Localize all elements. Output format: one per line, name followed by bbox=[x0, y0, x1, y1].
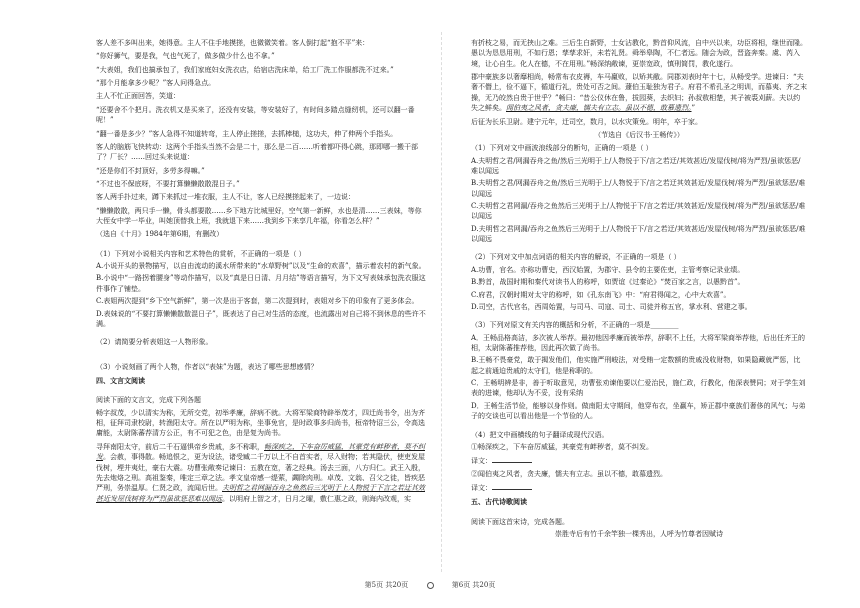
option-a[interactable]: A.功曹，官名。亦称功曹史，西汉始置，为郡守、县令的主要佐吏，主管考察记录业绩。 bbox=[471, 265, 745, 274]
question-2: （2）请简要分析表姐这一人物形象。 bbox=[96, 338, 213, 347]
classical-text: ” bbox=[691, 104, 696, 113]
question-stem: （4）把文中画横线的句子翻译成现代汉语。 bbox=[471, 430, 609, 439]
question-1 bbox=[96, 249, 426, 330]
answer-line[interactable] bbox=[471, 481, 807, 493]
poem-title: 崇胜寺后有竹千余竿独一棵秀出，人呼为竹尊者因赋诗 bbox=[555, 530, 723, 539]
underlined-sentence: 畅深疾之，下车奋厉威猛，其豪党有衅秽者，莫不纠发 bbox=[96, 442, 425, 462]
section-intro: 阅读下面这首宋诗，完成各题。 bbox=[471, 517, 569, 526]
story-paragraph: “还要舍不个把月。洗衣机又是买来了，还没有安装，等安装好了，有时间多踏点缝纫机，还可以翻一番呢！” bbox=[96, 105, 415, 125]
classical-paragraph-1 bbox=[96, 408, 426, 439]
classical-text: 寻拜南阳太守，前后二千石逼惧帝乡贵戚，多不称职， bbox=[96, 442, 264, 451]
section-heading-poetry: 五、古代诗歌阅读 bbox=[471, 497, 527, 507]
story-excerpt bbox=[96, 38, 426, 240]
question-stem: （1）下列对文中画波浪线部分的断句，正确的一项是（ ） bbox=[471, 144, 653, 153]
answer-blank[interactable] bbox=[492, 481, 532, 490]
section-heading-classical: 四、文言文阅读 bbox=[96, 375, 145, 385]
underlined-sentence: 闻伯夷之风者，贪夫廉，懦夫有立志。虽以不德，敢慕遗烈。 bbox=[506, 104, 692, 113]
fold-mark-icon bbox=[427, 582, 434, 589]
left-page-column bbox=[96, 38, 426, 507]
story-paragraph: “那个月能拿多少呢？”客人问得急点。 bbox=[96, 79, 216, 88]
classical-text: 。会赦，事得散。畅追恨之，更为设法，诸受臧二千万以上不自首实者，尽入财物；若其隐伏，使吏发屋伐树，堙井夷灶，豪右大震。功曹张敞奏记谏曰：五教在宽，著之经典。汤去三面，八方归仁。武王入殷，先去炮烙之刑。高祖鉴秦，唯定三章之法。孝文皇帝感一缇萦，蠲除肉刑。卓茂、文翁、召父之徒，皆疾恶严刑，务崇温厚。仁贤之政，流闻后世。 bbox=[96, 453, 425, 493]
option-b[interactable]: B.黔首，战国时期和秦代对读书人的称呼，如贾谊《过秦论》“焚百家之言，以愚黔首”。 bbox=[471, 278, 745, 287]
question-stem: （3）下列对原文有关内容的概括和分析，不正确的一项是________ bbox=[471, 321, 679, 330]
option-c[interactable]: C．王畅明辨是非，善于听取意见，功曹张劝谏他要以仁爱治民，施仁政，行教化，他深表赞同；对于学生刘表的进谏，他却认为不妥，没有采纳 bbox=[471, 379, 806, 398]
story-paragraph: 主人不忙正面回答，笑道： bbox=[96, 92, 180, 101]
question-stem: （2）下列对文中加点词语的相关内容的解说，不正确的一项是（ ） bbox=[471, 253, 681, 262]
option-b[interactable]: B.王畅不畏豪党，敢于揭发他们，他实施严刑峻法，对受贿一定数额的贵戚没收财物，如果隐藏就严惩，比起之前通迫贵戚的太守们，他是称职的。 bbox=[471, 356, 801, 375]
option-a[interactable]: A.小说开头的景物描写，以自由流动的溪水所带来的“水草野树”以及“生命的欢喜”，描示着农村的新气象。 bbox=[96, 262, 426, 271]
classical-paragraph-4 bbox=[471, 72, 807, 113]
option-d[interactable]: D.夫明哲之君网漏/吞舟之鱼然后三光明于上/人物悦于下/言之若迂/其效甚近/发屋伐树/将为严烈/虽欲惩恶/难以闻远 bbox=[471, 224, 806, 244]
question-3: （3）小说刻画了两个人物，作者以“表妹”为题，表达了哪些思想感情？ bbox=[96, 362, 318, 371]
classical-question-3 bbox=[471, 320, 807, 421]
section-intro: 阅读下面的文言文，完成下列各题 bbox=[96, 396, 201, 405]
right-page-column bbox=[471, 38, 807, 541]
option-c[interactable]: C.夫明哲之君网漏/吞舟之鱼然后三光明于上/人物悦于下/言之若迂/其效甚近/发屋伐树/将为严烈/虽欲惩恶/难以闻远 bbox=[471, 202, 806, 221]
classical-question-1 bbox=[471, 143, 807, 244]
option-d[interactable]: D.表妹说的“不要打算懒懒散散混日子”，既表达了自己对生活的态度，也流露出对自己将不到休息的些许不满。 bbox=[96, 309, 426, 328]
classical-text: 畅字叔茂，少以清实为称，无所交党，初举孝廉，辞病不就。大将军梁商特辟举茂才，四迁尚书令，出为齐相，征拜司隶校尉，转渔阳太守。所在以严明为称，坐事免官，是时政事多归尚书，桓帝特诏三公，令高选庸能，太尉陈蕃荐清方公正，有不可犯之色，由是复为尚书。 bbox=[96, 408, 425, 438]
story-paragraph: 客人的脑筋飞快转动：这两个手指头当然不会是二十，那么是二百……听着都吓得心跳，那即哪一搬干部了？厂长？……回过头来说道： bbox=[96, 142, 418, 162]
story-paragraph: “翻一番是多少？”客人急得不知道转弯，主人停止搓搓，去抓棒槌，这功夫，伸了伸两个手指头。 bbox=[96, 129, 398, 138]
classical-text: 郡中豪族多以奢靡相尚，畅常布衣皮褥，车马羸败，以矫其敝。同郡刘表时年十七，从畅受学。进谏曰：“夫奢不僭上，俭不逼下，循道行礼，贵处可否之间。蘧伯玉耻独为君子。府君不希孔圣之明训，而慕夷、齐之末操，无乃皎然自贵于世乎？”畅曰：“昔公仪休在鲁，拔园葵，去织妇；孙叔敖相楚，其子被裘刈薪。夫以约失之鲜矣。 bbox=[471, 73, 807, 113]
classical-question-2 bbox=[471, 252, 807, 312]
classical-source: （节选自《后汉书·王畅传》） bbox=[594, 130, 684, 139]
story-paragraph: 客人两手扑过来，蹲下来抓过一堆衣服，主人不让，客人已经摸搓起来了，一边说： bbox=[96, 193, 355, 202]
translate-label: 译文： bbox=[471, 483, 492, 492]
option-d[interactable]: D.司空，古代官名，西周始置，与司马、司寇、司士、司徒并称五官，掌水利、营建之事。 bbox=[471, 302, 752, 311]
classical-paragraph-5: 后征为长乐卫尉。建宁元年，迁司空，数月，以水灾策免。明年，卒于家。 bbox=[471, 117, 702, 126]
right-page-number: 第6页 共20页 bbox=[451, 581, 496, 589]
option-a[interactable]: A.夫明哲之君/网漏吞舟之鱼/然后三光明于上/人物悦于下/言之若迂/其效甚近/发屋伐树/将为严烈/虽欲惩恶/难以闻远 bbox=[471, 156, 801, 175]
story-paragraph: “大表姐，我们也搞承包了，我们家庭妇女洗衣店，给宿店洗床单，给工厂洗工作服都洗不过来。” bbox=[96, 65, 394, 74]
answer-blank[interactable] bbox=[492, 454, 532, 463]
option-b[interactable]: B.夫明哲之君/网漏吞舟之鱼/然后三光明于上/人物悦于下/言之若迂其效甚近/发屋伐树/将为严烈/虽欲惩恶/难以闻远 bbox=[471, 179, 806, 198]
option-c[interactable]: C.表姐两次提到“乡下空气新鲜”，第一次是出于客套，第二次提到时，表姐对乡下的印象有了更多体会。 bbox=[96, 297, 419, 306]
classical-paragraph-2 bbox=[96, 442, 426, 504]
question-stem: （1）下列对小说相关内容和艺术特色的赏析，不正确的一项是（ ） bbox=[96, 249, 306, 258]
option-b[interactable]: B.小说中“一路拐着腰身”等动作描写，以及“真是日日清、月月结”等语言描写，为下文写表妹承包洗衣服这件事作了铺垫。 bbox=[96, 274, 426, 293]
story-paragraph: “还是你们不封顶好，多劳多得嘛。” bbox=[96, 166, 205, 175]
classical-question-4 bbox=[471, 430, 807, 494]
answer-line[interactable] bbox=[471, 454, 807, 466]
translate-item-2: ②闻伯夷之风者，贪夫廉，懦夫有立志。虽以不德，敢慕遗烈。 bbox=[471, 469, 667, 478]
option-a[interactable]: A．王畅品格高洁，多次被人举荐。最初他因孝廉而被举荐，辞职不上任，大将军梁商举荐他，后出任齐王的相，太尉陈蕃推荐他，因此再次做了尚书。 bbox=[471, 333, 806, 352]
translate-item-1: ①畅深疾之，下车奋厉威猛，其豪党有衅秽者，莫不纠发。 bbox=[471, 442, 653, 451]
story-paragraph: “不过也不保底呀，不要打算懒懒散散混日子。” bbox=[96, 179, 240, 188]
page-fold-divider bbox=[441, 32, 442, 572]
story-paragraph: “懒懒散散，两只手一懒，骨头都要散……乡下地方比城里好，空气第一新鲜，水也是清……三表妹，等你大侄女中学一毕业，叫她顶替我上班，我就退下来……我到乡下来享几年福，你看怎么样？” bbox=[96, 206, 422, 226]
page-footer bbox=[0, 580, 860, 590]
classical-text: 。以明府上智之才，日月之曜，敷仁惠之政，则海内改观，实 bbox=[222, 494, 411, 503]
translate-label: 译文： bbox=[471, 457, 492, 466]
left-page-number: 第5页 共20页 bbox=[364, 581, 409, 589]
story-paragraph: 客人差不多叫出来，她得意。主人不住手地摸搓，也微微笑着。客人倒打起“抱不平”来： bbox=[96, 39, 370, 47]
classical-paragraph-3: 有折枝之易，而无挟山之难。三后生白新野，士女沾教化，黔首仰风流，自中兴以来，功臣将相，继世而隆。愚以为恳恳用刑，不如行恩；孳孳求奸，未若礼贤。舜举皋陶，不仁者远。随会为政，晋盗奔秦。虞、芮入境，让心自生。化人在德，不在用刑。”畅深纳敞谏，更崇宽政，慎刑简罚，教化遂行。 bbox=[471, 39, 807, 68]
story-paragraph: “你好狮气，要是我，气也气死了，做多做少什么也不拿。” bbox=[96, 52, 275, 61]
option-c[interactable]: C.府君，汉朝时期对太守的称呼，如《孔东南飞》中：“府君得闻之，心中大欢喜”。 bbox=[471, 290, 731, 299]
story-source: （选自《十月》1984年第6期，有删改） bbox=[96, 230, 224, 239]
wavy-underlined-passage: 夫明哲之君网漏吞舟之鱼然后三光明于上人物悦于下言之若迂其效甚近发屋伐树将为严烈虽欲惩恶难以闻远 bbox=[96, 484, 425, 503]
option-d[interactable]: D．王畅生活节俭，能够以身作则。做南阳太守期间，他穿布衣，坐赢车，矫正郡中豪族们奢侈的风气；与弟子的交谈也可以看出他是一个节俭的人。 bbox=[471, 401, 806, 421]
